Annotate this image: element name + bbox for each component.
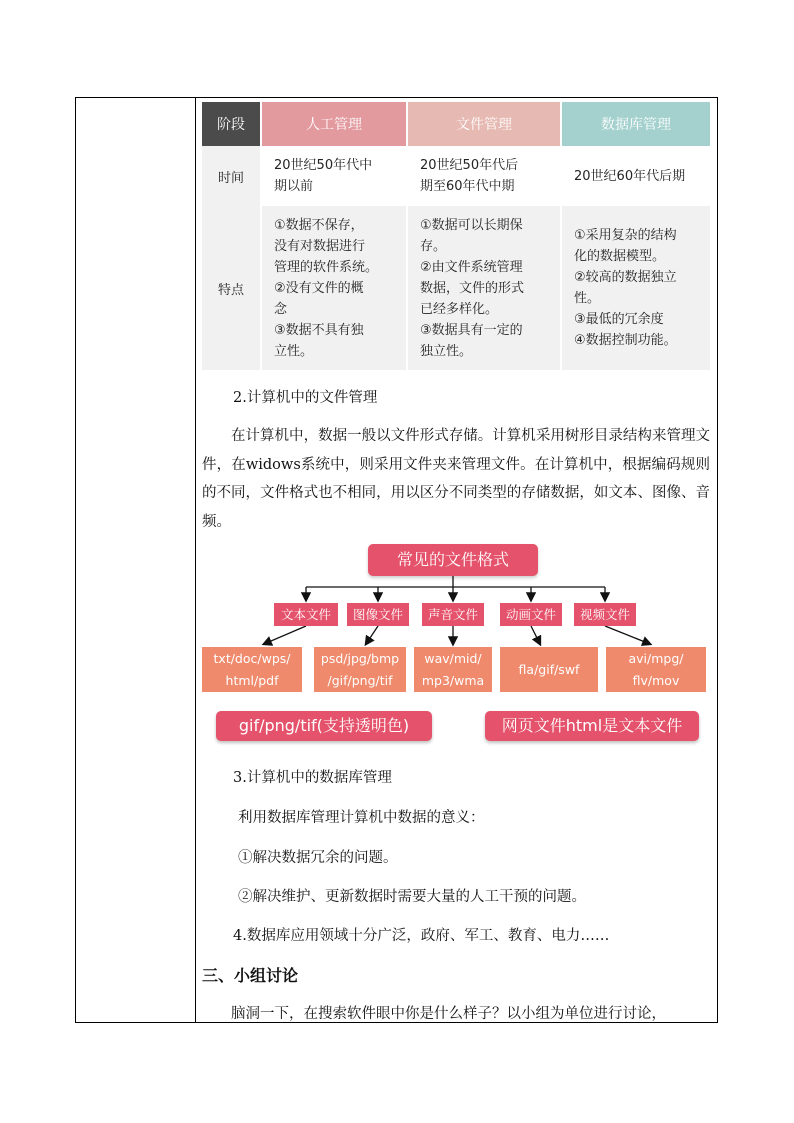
section-4-text: 4.数据库应用领域十分广泛，政府、军工、教育、电力……	[233, 928, 610, 944]
section-2-paragraph: 在计算机中，数据一般以文件形式存储。计算机采用树形目录结构来管理文件，在widows系统中，则采用文件夹来管理文件。在计算机中，根据编码规则的不同，文件格式也不相同，用以区分不同类型的存储数据，如文本、图像、音频。	[202, 428, 710, 530]
section-3-point-2: ②解决维护、更新数据时需要大量的人工干预的问题。	[238, 889, 586, 905]
column-divider	[195, 98, 196, 1022]
section-2-title: 2.计算机中的文件管理	[233, 390, 378, 406]
data-management-stages-table	[202, 102, 710, 370]
section-3-intro: 利用数据库管理计算机中数据的意义：	[238, 810, 485, 826]
formats-text: txt/doc/wps/ html/pdf	[202, 647, 302, 692]
table-header-row	[202, 102, 710, 146]
formats-image: psd/jpg/bmp /gif/png/tif	[314, 647, 406, 692]
note-transparency: gif/png/tif(支持透明色)	[216, 711, 432, 741]
header-file: 文件管理	[407, 102, 561, 146]
features-manual: ①数据不保存， 没有对数据进行 管理的软件系统。 ②没有文件的概 念 ③数据不具有独 立性。	[261, 206, 407, 370]
discussion-heading: 三、小组讨论	[202, 966, 299, 985]
row-label-time: 时间	[202, 146, 261, 206]
header-database: 数据库管理	[561, 102, 710, 146]
header-stage: 阶段	[202, 102, 261, 146]
header-manual: 人工管理	[261, 102, 407, 146]
section-3-title: 3.计算机中的数据库管理	[233, 770, 392, 786]
category-video-files: 视频文件	[574, 603, 636, 626]
table-row-features	[202, 206, 710, 370]
formats-animation: fla/gif/swf	[500, 647, 598, 692]
section-3-point-1: ①解决数据冗余的问题。	[238, 850, 398, 866]
category-text-files: 文本文件	[274, 603, 338, 626]
discussion-text: 脑洞一下，在搜索软件眼中你是什么样子？以小组为单位进行讨论，	[231, 1006, 666, 1022]
row-label-features: 特点	[202, 206, 261, 370]
formats-video: avi/mpg/ flv/mov	[606, 647, 706, 692]
time-database: 20世纪60年代后期	[561, 146, 710, 206]
formats-audio: wav/mid/ mp3/wma	[414, 647, 492, 692]
diagram-root-node: 常见的文件格式	[368, 544, 538, 576]
features-file: ①数据可以长期保 存。 ②由文件系统管理 数据，文件的形式 已经多样化。 ③数据具有一定的 独立性。	[407, 206, 561, 370]
category-audio-files: 声音文件	[422, 603, 484, 626]
file-format-diagram	[202, 540, 710, 750]
category-image-files: 图像文件	[347, 603, 409, 626]
time-manual: 20世纪50年代中 期以前	[261, 146, 407, 206]
category-animation-files: 动画文件	[500, 603, 562, 626]
note-html-text-file: 网页文件html是文本文件	[485, 711, 699, 741]
features-database: ①采用复杂的结构 化的数据模型。 ②较高的数据独立 性。 ③最低的冗余度 ④数据控制功能。	[561, 206, 710, 370]
time-file: 20世纪50年代后 期至60年代中期	[407, 146, 561, 206]
table-row-time	[202, 146, 710, 206]
